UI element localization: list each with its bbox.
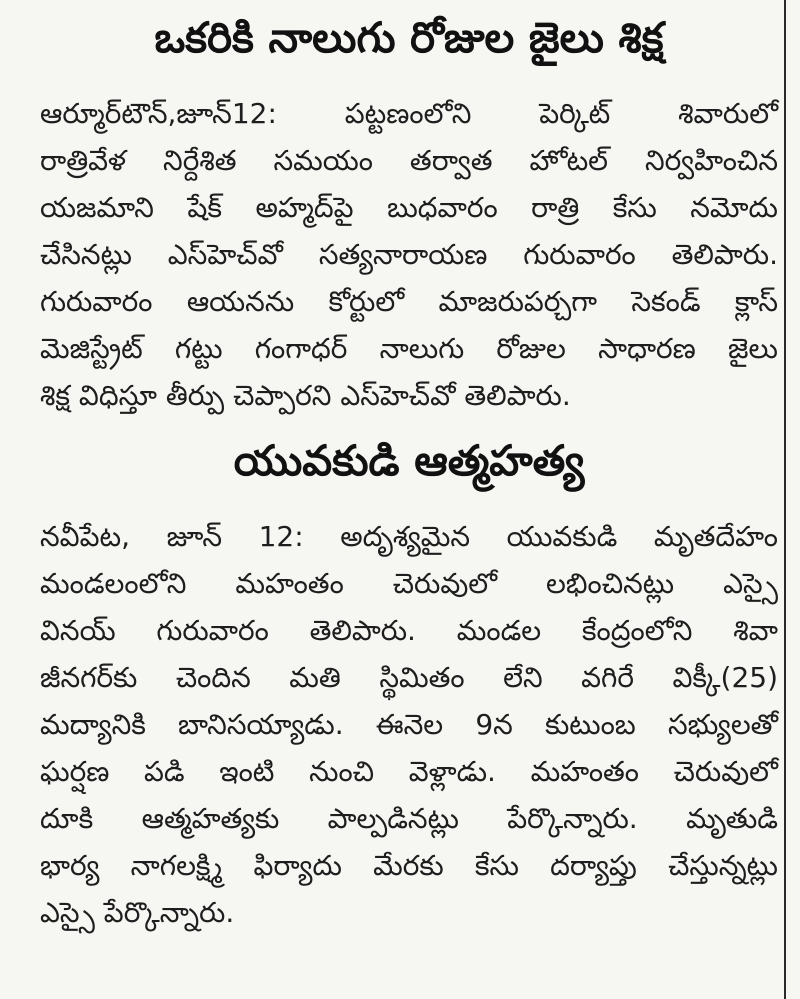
- article-jail-sentence-body: [40, 82, 778, 419]
- headline-youth-suicide: యువకుడి ఆత్మహత్య: [233, 436, 585, 485]
- article-line: చేసినట్లు ఎస్‌హెచ్‌వో సత్యనారాయణ గురువారం తెలిపారు.: [40, 238, 778, 271]
- article-line: ఎస్సై పేర్కొన్నారు.: [40, 896, 235, 929]
- article-line: వినయ్ గురువారం తెలిపారు. మండల కేంద్రంలోని శివా: [40, 614, 778, 647]
- article-line: భార్య నాగలక్ష్మి ఫిర్యాదు మేరకు కేసు దర్యాప్తు చేస్తున్నట్లు: [40, 849, 778, 882]
- article-youth-suicide-body: [40, 509, 778, 936]
- article-line: రాత్రివేళ నిర్దేశిత సమయం తర్వాత హోటల్ నిర్వహించిన: [40, 144, 778, 177]
- article-line: ఘర్షణ పడి ఇంటి నుంచి వెళ్లాడు. మహంతం చెరువులో: [40, 755, 778, 788]
- article-line: మద్యానికి బానిసయ్యాడు. ఈనెల 9న కుటుంబ సభ్యులతో: [40, 708, 778, 741]
- article-line: మెజిస్ట్రేట్ గట్టు గంగాధర్ నాలుగు రోజుల సాధారణ జైలు: [40, 332, 778, 365]
- article-line: దూకి ఆత్మహత్యకు పాల్పడినట్లు పేర్కొన్నారు. మృతుడి: [40, 802, 778, 835]
- article-line: ఆర్మూర్‌టౌన్,జూన్12: పట్టణంలోని పెర్కిట్ శివారులో: [40, 97, 778, 130]
- article-line: జీనగర్‌కు చెందిన మతి స్థిమితం లేని వగిరే విక్కీ(25): [40, 661, 778, 694]
- article-line: నవీపేట, జూన్ 12: అదృశ్యమైన యువకుడి మృతదేహం: [40, 520, 778, 553]
- column-divider: [784, 0, 786, 999]
- article-line: శిక్ష విధిస్తూ తీర్పు చెప్పారని ఎస్‌హెచ్‌వో తెలిపారు.: [40, 379, 571, 412]
- article-line: మండలంలోని మహంతం చెరువులో లభించినట్లు ఎస్సై: [40, 567, 778, 600]
- article-line: గురువారం ఆయనను కోర్టులో మాజరుపర్చగా సెకండ్ క్లాస్: [40, 285, 778, 318]
- headline-jail-sentence: ఒకరికి నాలుగు రోజుల జైలు శిక్ష: [154, 13, 664, 62]
- article-line: యజమాని షేక్ అహ్మద్‌పై బుధవారం రాత్రి కేసు నమోదు: [40, 191, 778, 224]
